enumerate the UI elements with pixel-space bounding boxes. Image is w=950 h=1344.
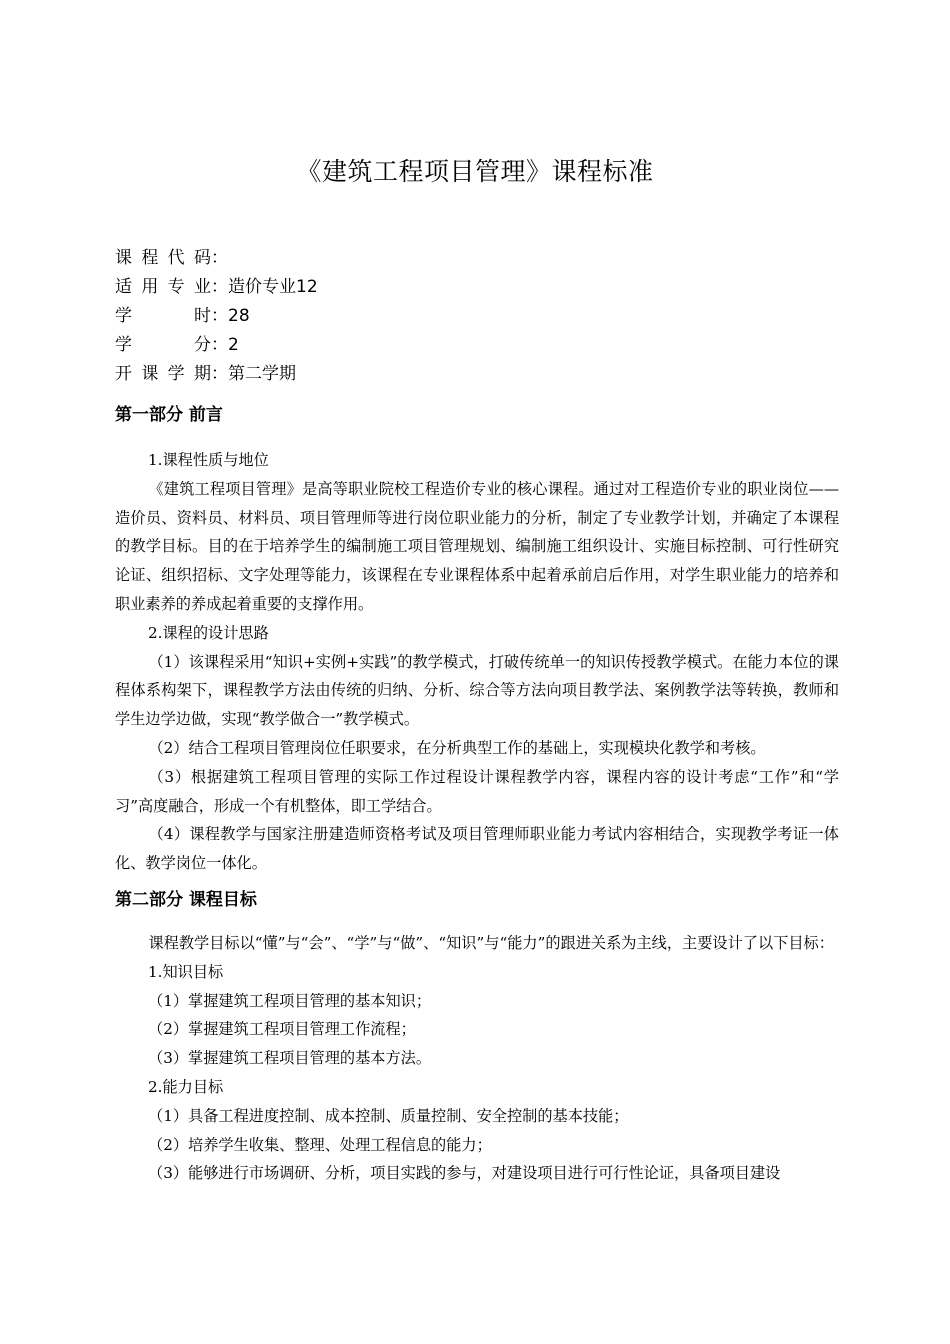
meta-row-semester xyxy=(115,360,318,389)
ability-item: （2）培养学生收集、整理、处理工程信息的能力； xyxy=(148,1135,492,1154)
knowledge-item: （3）掌握建筑工程项目管理的基本方法。 xyxy=(148,1049,432,1068)
meta-row-major xyxy=(115,273,318,302)
meta-colon: ： xyxy=(211,277,228,297)
section-title-design-ideas: 2.课程的设计思路 xyxy=(148,623,269,642)
meta-value: 第二学期 xyxy=(228,364,296,384)
meta-label: 学 分 xyxy=(115,335,211,355)
meta-label: 开课学期 xyxy=(115,364,211,384)
ability-item: （3）能够进行市场调研、分析，项目实践的参与，对建设项目进行可行性论证，具备项目建设 xyxy=(148,1164,781,1183)
meta-row-course-code xyxy=(115,244,318,273)
part2-body xyxy=(115,929,839,1188)
knowledge-item: （2）掌握建筑工程项目管理工作流程； xyxy=(148,1020,416,1039)
meta-colon: ： xyxy=(211,364,228,384)
document-title: 《建筑工程项目管理》课程标准 xyxy=(296,157,654,186)
paragraph-course-nature: 《建筑工程项目管理》是高等职业院校工程造价专业的核心课程。通过对工程造价专业的职业岗位——造价员、资料员、材料员、项目管理师等进行岗位职业能力的分析，制定了专业教学计划，并确定了本课程的教学目标。目的在于培养学生的编制施工项目管理规划、编制施工组织设计、实施目标控制、可行性研究论证、组织招标、文字处理等能力，该课程在专业课程体系中起着承前启后作用，对学生职业能力的培养和职业素养的养成起着重要的支撑作用。 xyxy=(115,479,839,613)
meta-value: 2 xyxy=(228,335,239,355)
knowledge-item: （1）掌握建筑工程项目管理的基本知识； xyxy=(148,991,432,1010)
design-item: （2）结合工程项目管理岗位任职要求，在分析典型工作的基础上，实现模块化教学和考核。 xyxy=(148,738,766,757)
ability-item: （1）具备工程进度控制、成本控制、质量控制、安全控制的基本技能； xyxy=(148,1106,629,1125)
meta-value: 造价专业12 xyxy=(228,277,318,297)
part1-heading: 第一部分 前言 xyxy=(115,405,223,425)
meta-label: 学 时 xyxy=(115,306,211,326)
part2-heading: 第二部分 课程目标 xyxy=(115,890,257,910)
course-meta xyxy=(115,244,318,389)
meta-row-credits xyxy=(115,331,318,360)
section-title-knowledge-goals: 1.知识目标 xyxy=(148,962,224,981)
meta-label: 课程代码 xyxy=(115,248,211,268)
part1-body xyxy=(115,446,839,878)
meta-colon: ： xyxy=(211,335,228,355)
paragraph-goals-intro: 课程教学目标以“懂”与“会”、“学”与“做”、“知识”与“能力”的跟进关系为主线，主要设计了以下目标： xyxy=(148,934,834,952)
meta-colon: ： xyxy=(211,306,228,326)
design-item: （3）根据建筑工程项目管理的实际工作过程设计课程教学内容，课程内容的设计考虑“工作”和“学习”高度融合，形成一个有机整体，即工学结合。 xyxy=(115,767,839,815)
meta-row-hours xyxy=(115,302,318,331)
meta-label: 适用专业 xyxy=(115,277,211,297)
section-title-course-nature: 1.课程性质与地位 xyxy=(148,451,269,469)
design-item: （1）该课程采用“知识+实例+实践”的教学模式，打破传统单一的知识传授教学模式。在能力本位的课程体系构架下，课程教学方法由传统的归纳、分析、综合等方法向项目教学法、案例教学法等转换，教师和学生边学边做，实现“教学做合一”教学模式。 xyxy=(115,652,839,729)
meta-value: 28 xyxy=(228,306,250,326)
design-item: （4）课程教学与国家注册建造师资格考试及项目管理师职业能力考试内容相结合，实现教学考证一体化、教学岗位一体化。 xyxy=(115,825,839,873)
meta-colon: ： xyxy=(211,248,228,268)
section-title-ability-goals: 2.能力目标 xyxy=(148,1077,224,1096)
